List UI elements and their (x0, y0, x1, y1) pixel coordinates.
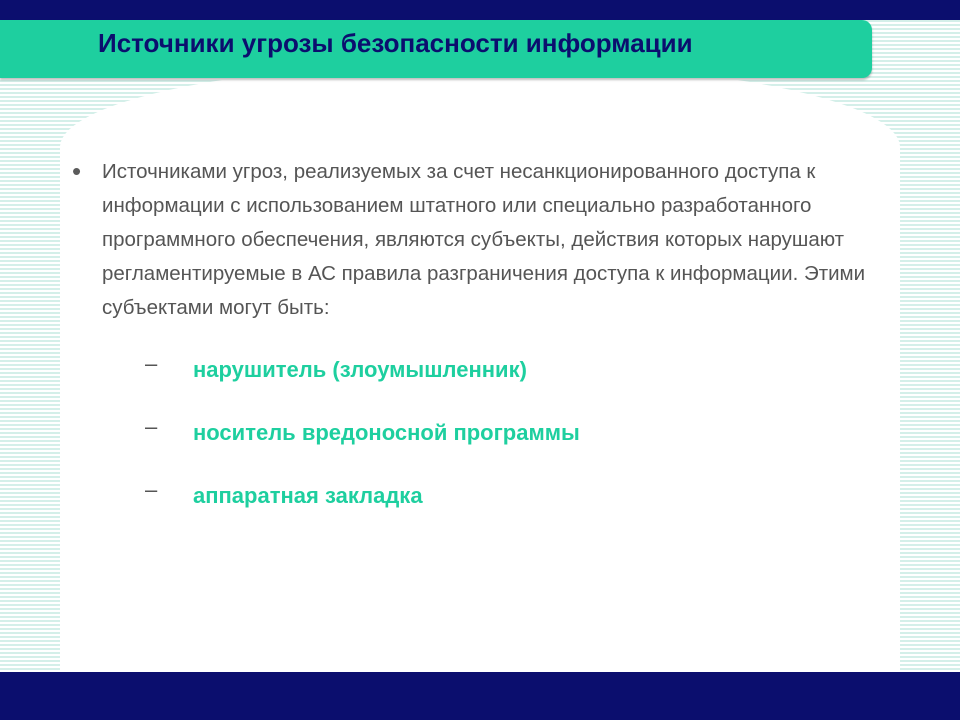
slide-title: Источники угрозы безопасности информации (98, 28, 693, 58)
dash-marker: – (145, 351, 158, 376)
bullet-marker: • (72, 156, 82, 186)
dash-marker: – (145, 414, 158, 439)
list-item-label: носитель вредоносной программы (193, 420, 580, 445)
main-paragraph: Источниками угроз, реализуемых за счет несанкционированного доступа к информации с использованием штатного или специально разработанного программного обеспечения, являются субъекты, действия которых нарушают регламентируемые в АС правила разграничения доступа к информации. Этими субъектами могут быть: (102, 160, 866, 319)
top-bar (0, 0, 960, 20)
bottom-bar (0, 672, 960, 720)
list-item-label: аппаратная закладка (193, 483, 423, 508)
dash-marker: – (145, 477, 158, 502)
list-item-label: нарушитель (злоумышленник) (193, 357, 527, 382)
